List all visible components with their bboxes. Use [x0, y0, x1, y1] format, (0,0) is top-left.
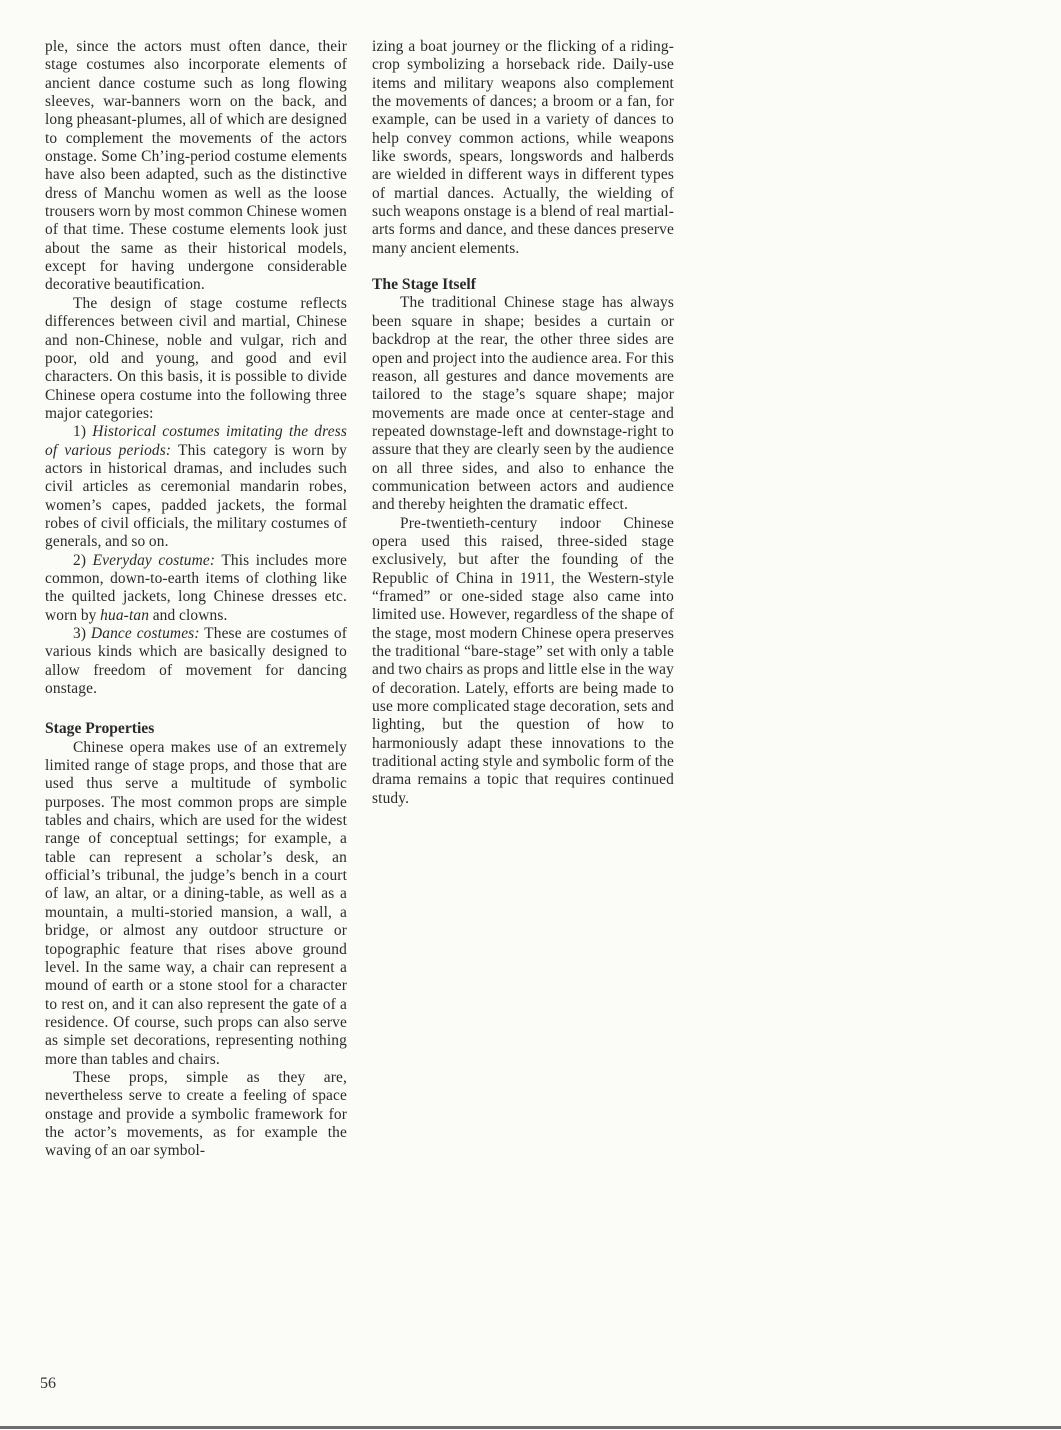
category-everyday: [45, 552, 347, 625]
paragraph-costume-elements: ple, since the actors must often dance, their stage costumes also incorporate elements of ancient dance costume such as long flowing sleeves, war-banners worn on the back, and long pheasant-plumes, all of which are designed to complement the movements of the actors onstage. Some Ch’ing-period costume elements have also been adapted, such as the distinctive dress of Manchu women as well as the loose trousers worn by most common Chinese women of that time. These costume elements look just about the same as their historical models, except for having undergone considerable decorative beautification.: [45, 38, 347, 294]
category-text: This includes more common, down-to-earth items of clothing like the quilted jackets, long Chinese dresses etc. worn by: [45, 551, 347, 624]
paragraph-stage-shape: The traditional Chinese stage has always been square in shape; besides a curtain or backdrop at the rear, the other three sides are open and project into the audience area. For this reason, all gestures and dance movements are tailored to the stage’s square shape; major movements are made once at center-stage and repeated downstage-left and downstage-right to assure that they are clearly seen by the audience on all three sides, and also to enhance the communication between actors and audience and thereby heighten the dramatic effect.: [372, 294, 674, 514]
category-historical: [45, 423, 347, 551]
term-hua-tan: hua-tan: [100, 606, 150, 624]
heading-stage-itself: The Stage Itself: [372, 276, 476, 294]
category-number: 2): [73, 551, 87, 569]
page-number: 56: [40, 1375, 56, 1392]
category-number: 3): [73, 625, 87, 642]
paragraph-props-range: Chinese opera makes use of an extremely limited range of stage props, and those that are used thus serve a multitude of symbolic purposes. The most common props are simple tables and chairs, which are used for the widest range of conceptual settings; for example, a table can represent a scholar’s desk, an official’s tribunal, the judge’s bench in a court of law, an altar, or a dining-table, as well as a mountain, a multi-storied mansion, a wall, a bridge, or almost any outdoor structure or topographic feature that rises above ground level. In the same way, a chair can represent a mound of earth or a stone stool for a character to rest on, and it can also represent the gate of a residence. Of course, such props can also serve as simple set decorations, representing nothing more than tables and chairs.: [45, 738, 347, 1068]
category-text: This category is worn by actors in historical dramas, and includes such civil articles as ceremonial mandarin robes, women’s capes, padded jackets, the formal robes of civil officials, the military costumes of generals, and so on.: [45, 441, 348, 551]
category-number: 1): [73, 423, 87, 441]
category-term: Dance costumes:: [90, 625, 200, 642]
left-column: [45, 38, 347, 1161]
right-column: [372, 38, 674, 808]
category-term: Historical costumes imitating the dress of various periods:: [45, 423, 347, 459]
category-dance: [45, 625, 347, 698]
page-bottom-edge: [0, 1426, 1061, 1429]
paragraph-props-space: These props, simple as they are, nevertheless serve to create a feeling of space onstage and provide a symbolic framework for the actor’s movements, as for example the waving of an oar symbol-: [45, 1068, 347, 1160]
heading-stage-properties: Stage Properties: [45, 720, 155, 738]
category-text: and clowns.: [152, 606, 228, 624]
paragraph-props-continued: izing a boat journey or the flicking of a riding-crop symbolizing a horseback ride. Daily-use items and military weapons also complement the movements of dances; a broom or a fan, for example, can be used in a variety of dances to help convey common actions, while weapons like swords, spears, longswords and halberds are wielded in different ways in different types of martial dances. Actually, the wielding of such weapons onstage is a blend of real martial-arts forms and dance, and these dances preserve many ancient elements.: [372, 38, 674, 257]
section-spacer: [372, 258, 674, 276]
paragraph-costume-design: The design of stage costume reflects differences between civil and martial, Chinese and non-Chinese, noble and vulgar, rich and poor, old and young, and good and evil characters. On this basis, it is possible to divide Chinese opera costume into the following three major categories:: [45, 294, 347, 422]
section-spacer: [45, 698, 347, 720]
paragraph-stage-history: Pre-twentieth-century indoor Chinese opera used this raised, three-sided stage exclusively, but after the founding of the Republic of China in 1911, the Western-style “framed” or one-sided stage also came into limited use. However, regardless of the shape of the stage, most modern Chinese opera preserves the traditional “bare-stage” set with only a table and two chairs as props and little else in the way of decoration. Lately, efforts are being made to use more complicated stage decoration, sets and lighting, but the question of how to harmoniously adapt these innovations to the traditional acting style and symbolic form of the drama remains a topic that requires continued study.: [372, 514, 674, 807]
category-text: These are costumes of various kinds which are basically designed to allow freedom of movement for dancing onstage.: [45, 625, 347, 698]
category-term: Everyday costume:: [92, 551, 216, 569]
